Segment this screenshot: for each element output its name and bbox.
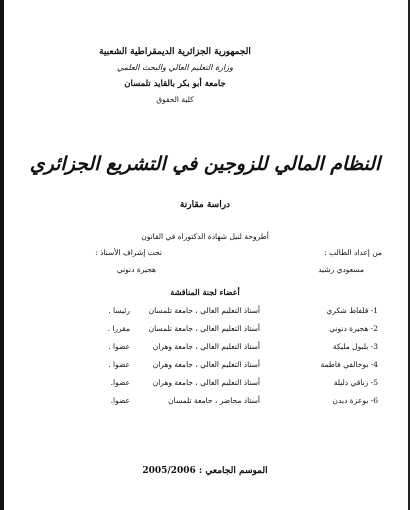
left-border <box>0 0 4 510</box>
supervisor-label: تحت إشراف الأستاذ : <box>95 248 162 257</box>
supervisor-name: هجيرة دنوني <box>116 265 156 274</box>
thesis-subtitle: دراسة مقارنة <box>179 200 231 210</box>
member-name: 5- زناقي دليلة <box>333 378 378 387</box>
member-name: 1- قلفاط شكري <box>326 306 378 315</box>
thesis-title: النظام المالي للزوجين في التشريع الجزائري <box>29 153 381 175</box>
member-position: أستاذ التعليم العالي ، جامعة وهران <box>152 342 260 351</box>
member-name: 6- بوعزة ديدن <box>332 396 378 405</box>
member-position: أستاذ التعليم العالي ، جامعة وهران <box>152 378 260 387</box>
academic-year: الموسم الجامعي : 2005/2006 <box>142 466 268 476</box>
committee-member-row <box>0 360 410 378</box>
faculty-name: كلية الحقوق <box>156 95 194 104</box>
committee-member-row <box>0 396 410 414</box>
institution-header <box>90 44 260 108</box>
member-name: 3- بلبول مليكة <box>332 342 378 351</box>
committee-member-row <box>0 324 410 342</box>
member-position: أستاذ محاضر ، جامعة تلمسان <box>168 396 260 405</box>
member-position: أستاذ التعليم العالي ، جامعة وهران <box>152 360 260 369</box>
committee-member-row <box>0 342 410 360</box>
member-role: رئيسا . <box>108 306 130 315</box>
degree-line: أطروحة لنيل شهادة الدكتوراه في القانون <box>141 232 269 241</box>
member-role: عضوا. <box>110 378 130 387</box>
student-name: مسعودي رشيد <box>318 265 364 274</box>
member-name: 4- بوخالفي فاطمة <box>320 360 378 369</box>
member-role: عضوا . <box>108 342 130 351</box>
member-role: عضوا . <box>108 360 130 369</box>
prepared-by-label: من إعداد الطالب : <box>324 248 382 257</box>
member-name: 2- هجيرة دنوني <box>329 324 378 333</box>
committee-member-row <box>0 378 410 396</box>
ministry-name: وزارة التعليم العالي والبحث العلمي <box>117 63 233 72</box>
republic-name: الجمهورية الجزائرية الديمقراطية الشعبية <box>99 47 251 57</box>
committee-member-row <box>0 306 410 324</box>
member-role: مقررا . <box>107 324 130 333</box>
committee-title: أعضاء لجنة المناقشة <box>170 287 240 297</box>
member-position: أستاذ التعليم العالي ، جامعة تلمسان <box>148 324 260 333</box>
university-name: جامعة أبو بكر بالقايد تلمسان <box>124 79 226 89</box>
member-role: عضوا. <box>110 396 130 405</box>
member-position: أستاذ التعليم العالي ، جامعة تلمسان <box>148 306 260 315</box>
